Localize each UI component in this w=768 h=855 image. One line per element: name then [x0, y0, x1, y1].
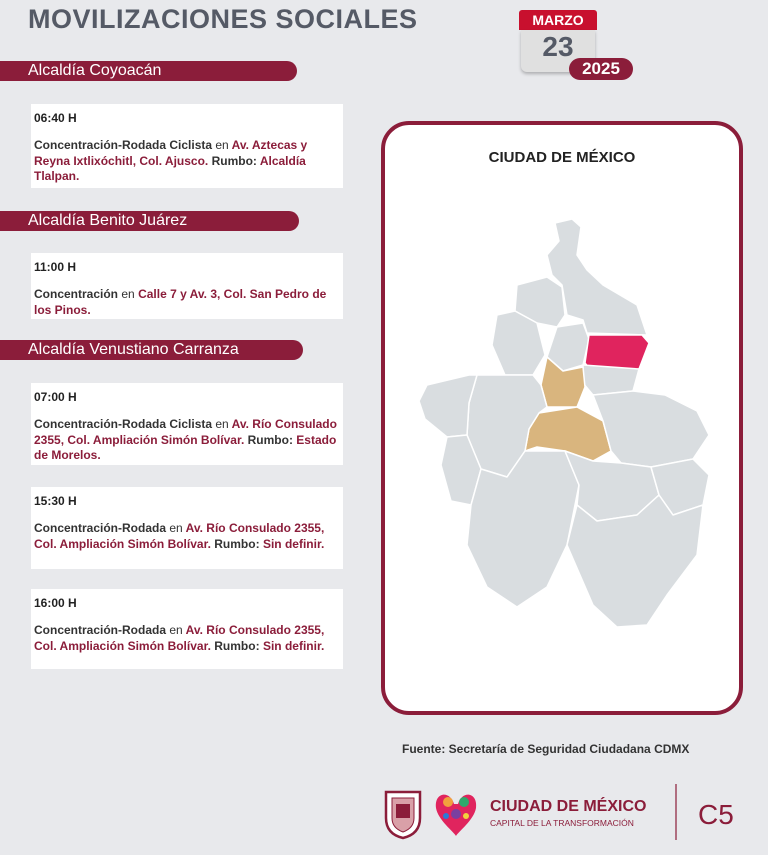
- section-coyoacan: Alcaldía Coyoacán: [0, 61, 297, 81]
- map-title: CIUDAD DE MÉXICO: [488, 149, 636, 166]
- event-time: 15:30 H: [34, 494, 77, 508]
- event-rumbo: Alcaldía Tlalpan.: [34, 153, 306, 183]
- event-rumbo: Sin definir.: [262, 638, 325, 653]
- event-card: [31, 253, 343, 319]
- date-year: 2025: [569, 58, 633, 80]
- cdmx-map: [397, 215, 727, 655]
- event-description: [34, 287, 339, 318]
- map-panel: [381, 121, 743, 715]
- event-rumbo-label: Rumbo:: [214, 536, 260, 551]
- event-place: Calle 7 y Av. 3, Col. San Pedro de los Pinos.: [34, 287, 327, 317]
- event-card: [31, 383, 343, 465]
- event-place: Av. Aztecas y Reyna Ixtlixóchitl, Col. Ajusco.: [34, 138, 308, 168]
- event-description: [34, 138, 339, 185]
- event-place: Av. Río Consulado 2355, Col. Ampliación Simón Bolívar.: [34, 521, 325, 551]
- section-benito-juarez: Alcaldía Benito Juárez: [0, 211, 299, 231]
- map-region-tlalpan: [467, 451, 579, 607]
- coat-of-arms-icon: [386, 792, 420, 838]
- footer-logos: [380, 780, 750, 840]
- event-card: [31, 104, 343, 188]
- footer-logo-text: CIUDAD DE MÉXICO: [490, 798, 647, 815]
- map-region-milpa-alta: [567, 495, 703, 627]
- event-description: [34, 521, 339, 552]
- event-time: 11:00 H: [34, 260, 77, 274]
- event-description: [34, 417, 339, 464]
- event-place: Av. Río Consulado 2355, Col. Ampliación Simón Bolívar.: [34, 623, 325, 653]
- source-note: Fuente: Secretaría de Seguridad Ciudadana CDMX: [402, 742, 690, 756]
- event-prep: en: [215, 417, 229, 431]
- event-prep: en: [215, 138, 229, 152]
- footer-logo-subtext: CAPITAL DE LA TRANSFORMACIÓN: [490, 818, 634, 828]
- event-rumbo-label: Rumbo:: [211, 153, 257, 168]
- map-region-iztapalapa: [593, 391, 709, 467]
- event-type: Concentración-Rodada Ciclista: [34, 138, 213, 152]
- event-card: [31, 589, 343, 669]
- event-type: Concentración-Rodada: [34, 521, 167, 535]
- event-rumbo: Sin definir.: [262, 536, 325, 551]
- event-description: [34, 623, 339, 654]
- c5-logo: C5: [698, 799, 734, 830]
- event-time: 16:00 H: [34, 596, 77, 610]
- event-card: [31, 487, 343, 569]
- date-day: 23: [521, 30, 595, 72]
- event-type: Concentración: [34, 287, 119, 301]
- cdmx-heart-logo-icon: [436, 795, 476, 836]
- event-type: Concentración-Rodada: [34, 623, 167, 637]
- event-prep: en: [121, 287, 135, 301]
- event-prep: en: [169, 623, 183, 637]
- date-month: MARZO: [519, 10, 597, 30]
- event-rumbo: Estado de Morelos.: [34, 432, 337, 462]
- event-place: Av. Río Consulado 2355, Col. Ampliación Simón Bolívar.: [34, 417, 337, 447]
- event-time: 06:40 H: [34, 111, 77, 125]
- event-prep: en: [169, 521, 183, 535]
- event-rumbo-label: Rumbo:: [247, 432, 293, 447]
- section-venustiano-carranza: Alcaldía Venustiano Carranza: [0, 340, 303, 360]
- event-time: 07:00 H: [34, 390, 77, 404]
- page-title: MOVILIZACIONES SOCIALES: [28, 4, 418, 34]
- event-type: Concentración-Rodada Ciclista: [34, 417, 213, 431]
- event-rumbo-label: Rumbo:: [214, 638, 260, 653]
